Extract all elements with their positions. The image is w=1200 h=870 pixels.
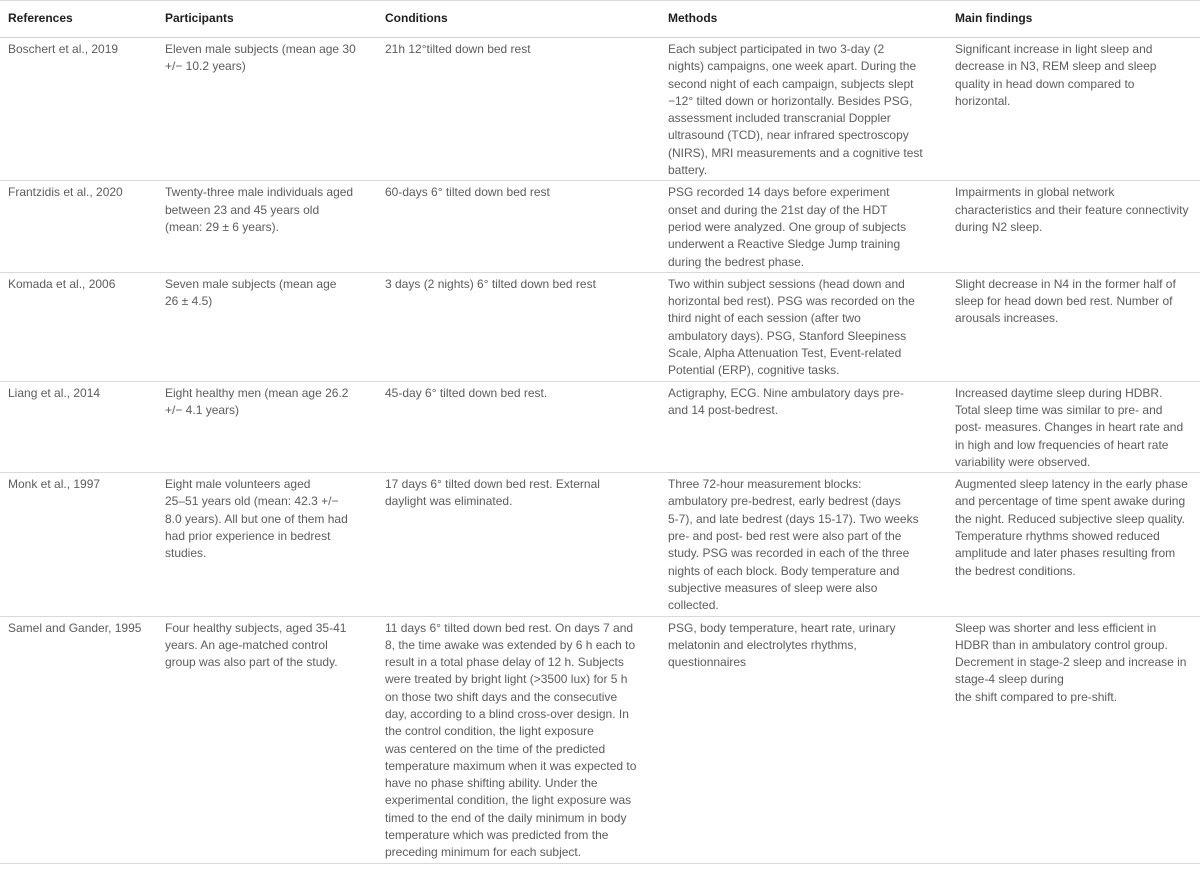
column-header-main-findings: Main findings	[955, 11, 1033, 26]
cell-reference: Monk et al., 1997	[8, 477, 101, 492]
cell-conditions: 21h 12°tilted down bed rest	[385, 42, 531, 56]
cell-methods: PSG recorded 14 days before experiment onset and during the 21st day of the HDT period were analyzed. One group of subjects underwent a Reactive Sledge Jump training during the bedrest phase.	[668, 185, 907, 269]
table-row	[0, 38, 1200, 181]
cell-main-findings: Significant increase in light sleep and decrease in N3, REM sleep and sleep quality in head down compared to horizontal.	[955, 42, 1157, 108]
cell-methods: Actigraphy, ECG. Nine ambulatory days pre- and 14 post-bedrest.	[668, 385, 904, 417]
table-row	[0, 473, 1200, 616]
cell-reference: Boschert et al., 2019	[8, 42, 119, 56]
table-row	[0, 617, 1200, 864]
cell-participants: Twenty-three male individuals aged between 23 and 45 years old (mean: 29 ± 6 years).	[165, 185, 354, 234]
cell-reference: Frantzidis et al., 2020	[8, 185, 123, 200]
cell-participants: Eight male volunteers aged 25–51 years old (mean: 42.3 +/− 8.0 years). All but one of them had had prior experience in bedrest studies.	[165, 477, 348, 561]
table-header-row	[0, 0, 1200, 38]
cell-methods: Each subject participated in two 3-day (2 nights) campaigns, one week apart. During the second night of each campaign, subjects slept −12° tilted down or horizontally. Besides PSG, assessment included transcranial Doppler ultrasound (TCD), near infrared spectroscopy (NIRS), MRI measurements and a cognitive test battery.	[668, 42, 923, 178]
cell-main-findings: Sleep was shorter and less efficient in HDBR than in ambulatory control group. Decrement in stage-2 sleep and increase in stage-4 sleep during the shift compared to pre-shift.	[955, 620, 1187, 704]
cell-methods: Two within subject sessions (head down and horizontal bed rest). PSG was recorded on the third night of each session (after two ambulatory days). PSG, Stanford Sleepiness Scale, Alpha Attenuation Test, Event-related Potential (ERP), cognitive tasks.	[668, 276, 915, 378]
cell-reference: Liang et al., 2014	[8, 385, 101, 400]
cell-main-findings: Slight decrease in N4 in the former half of sleep for head down bed rest. Number of arousals increases.	[955, 276, 1176, 326]
table-row	[0, 273, 1200, 382]
cell-reference: Samel and Gander, 1995	[8, 620, 142, 635]
column-header-references: References	[8, 11, 73, 26]
cell-reference: Komada et al., 2006	[8, 276, 116, 291]
cell-conditions: 11 days 6° tilted down bed rest. On days 7 and 8, the time awake was extended by 6 h each to result in a total phase delay of 12 h. Subjects were treated by bright light (>3500 lux) for 5 h on those two shift days and the consecutive day, according to a blind cross-over design. In the control condition, the light exposure was centered on the time of the predicted temperature maximum when it was expected to have no phase shifting ability. Under the experimental condition, the light exposure was timed to the end of the daily minimum in body temperature which was predicted from the preceding minimum for each subject.	[385, 620, 637, 860]
cell-conditions: 17 days 6° tilted down bed rest. External daylight was eliminated.	[385, 477, 600, 509]
column-header-participants: Participants	[165, 11, 234, 26]
cell-methods: PSG, body temperature, heart rate, urinary melatonin and electrolytes rhythms, questionnaires	[668, 620, 896, 670]
table-row	[0, 181, 1200, 272]
cell-methods: Three 72-hour measurement blocks: ambulatory pre-bedrest, early bedrest (days 5-7), and late bedrest (days 15-17). Two weeks pre- and post- bed rest were also part of the study. PSG was recorded in each of the three nights of each block. Body temperature and subjective measures of sleep were also collected.	[668, 477, 919, 613]
table-row	[0, 382, 1200, 473]
cell-participants: Seven male subjects (mean age 26 ± 4.5)	[165, 276, 337, 309]
cell-main-findings: Impairments in global network characteristics and their feature connectivity during N2 sleep.	[955, 185, 1189, 234]
column-header-conditions: Conditions	[385, 11, 448, 26]
cell-conditions: 3 days (2 nights) 6° tilted down bed rest	[385, 276, 596, 291]
cell-main-findings: Increased daytime sleep during HDBR. Total sleep time was similar to pre- and post- measures. Changes in heart rate and in high and low frequencies of heart rate variability were observed.	[955, 385, 1184, 469]
cell-conditions: 60-days 6° tilted down bed rest	[385, 185, 550, 200]
cell-participants: Eight healthy men (mean age 26.2 +/− 4.1 years)	[165, 385, 349, 417]
cell-main-findings: Augmented sleep latency in the early phase and percentage of time spent awake during the night. Reduced subjective sleep quality. Temperature rhythms showed reduced amplitude and later phases resulting from the bedrest conditions.	[955, 477, 1188, 578]
cell-participants: Eleven male subjects (mean age 30 +/− 10.2 years)	[165, 42, 356, 74]
cell-participants: Four healthy subjects, aged 35-41 years. An age-matched control group was also part of the study.	[165, 620, 347, 670]
cell-conditions: 45-day 6° tilted down bed rest.	[385, 385, 548, 400]
column-header-methods: Methods	[668, 11, 718, 26]
